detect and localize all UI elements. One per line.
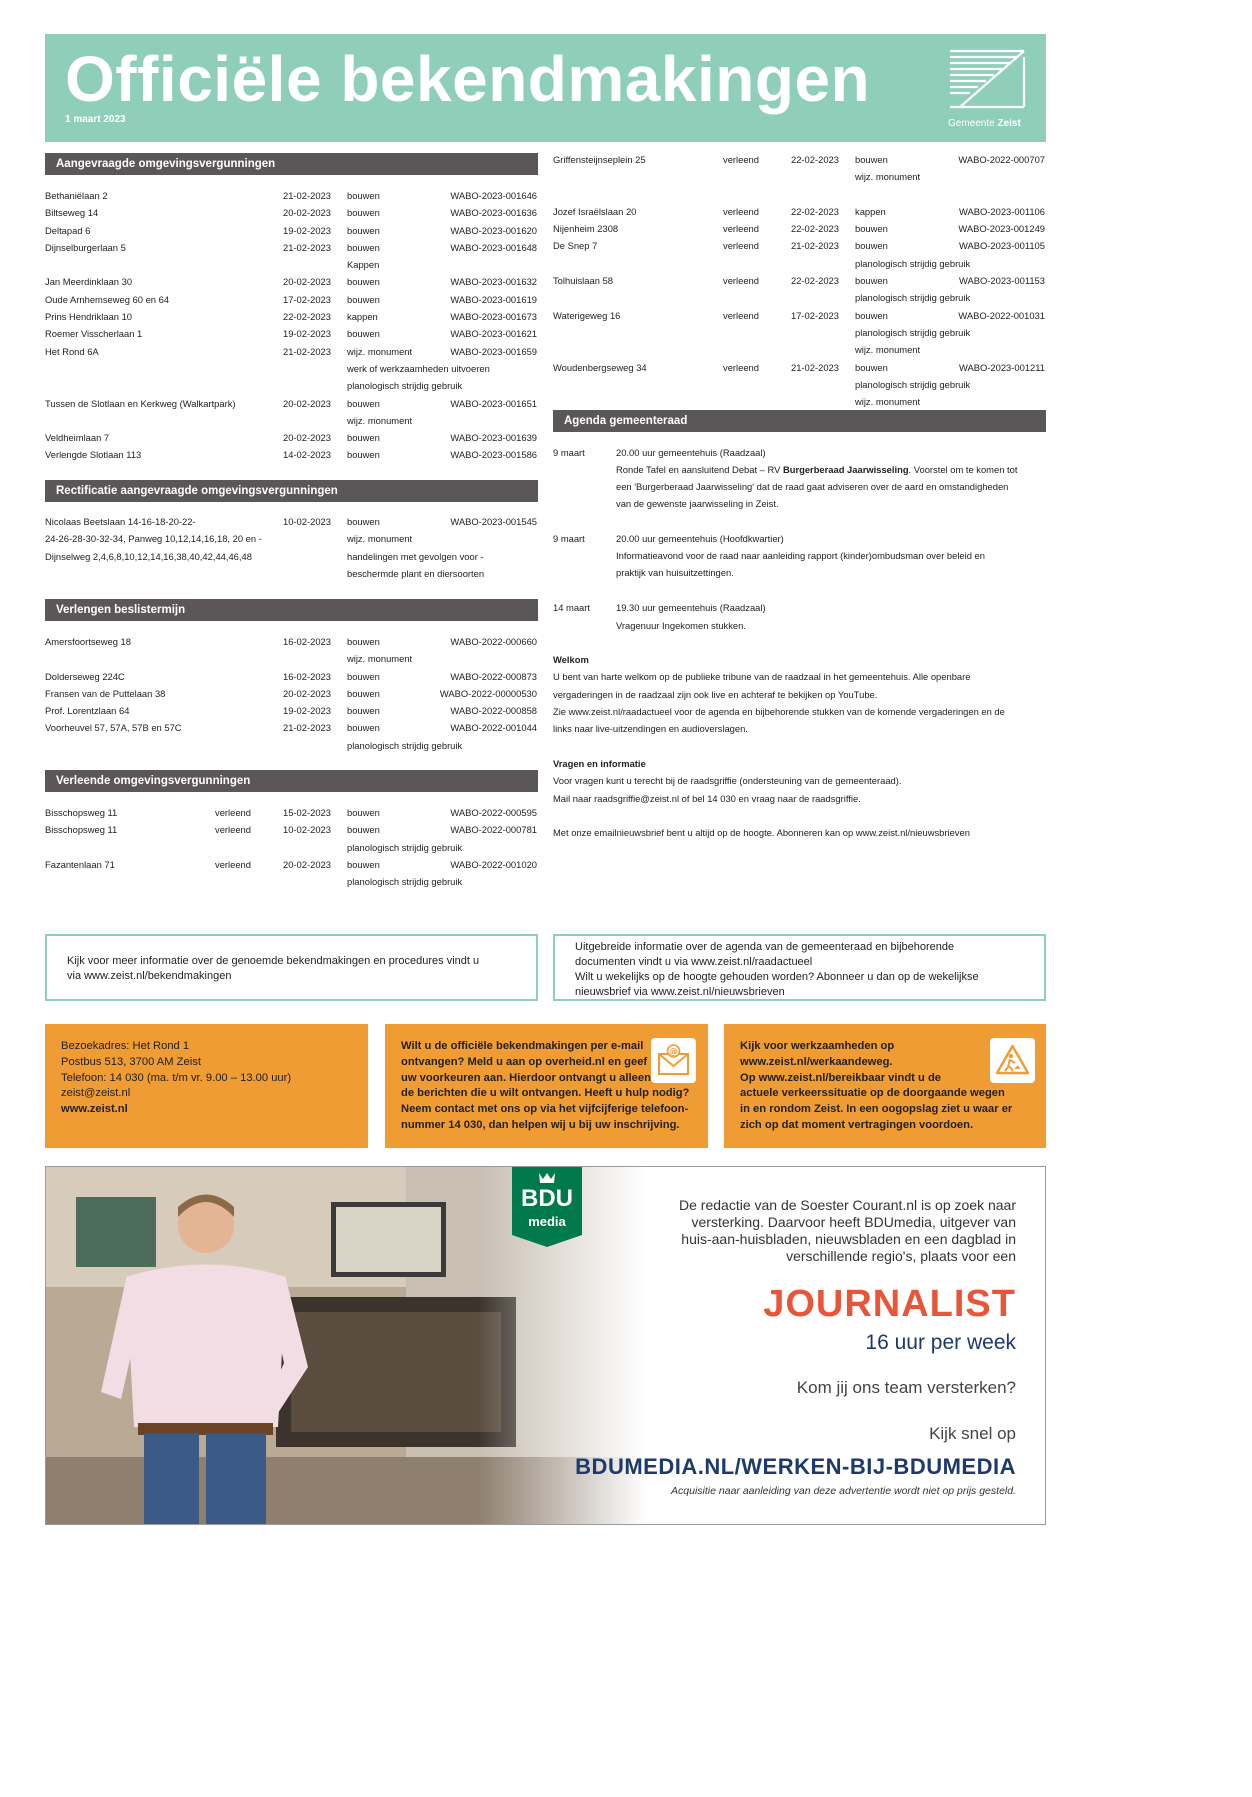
case-number-cell: WABO-2022-000873 [450,670,537,682]
welkom-text: U bent van harte welkom op de publieke tribune van de raadzaal in het gemeentehuis. Alle openbare [553,671,971,682]
activity-cell: handelingen met gevolgen voor - [347,550,484,562]
date-cell: 20-02-2023 [283,687,331,699]
contact-line: Bezoekadres: Het Rond 1 [61,1040,190,1052]
permit-row [45,291,538,308]
activity-cell: bouwen [347,670,380,682]
vragen-text: Mail naar raadsgriffie@zeist.nl of bel 14 030 en vraag naar de raadsgriffie. [553,793,861,804]
case-number-cell: WABO-2022-000595 [450,807,537,818]
case-number-cell: WABO-2023-001621 [450,328,537,340]
municipality-name: Gemeente Zeist [948,118,1021,129]
address-cell: De Snep 7 [553,240,598,252]
agenda-item-description: van de gewenste jaarwisseling in Zeist. [616,498,779,509]
section-heading-rectificatie: Rectificatie aangevraagde omgevingsvergunningen [45,480,538,502]
permit-row [553,220,1046,237]
case-number-cell: WABO-2023-001620 [450,224,537,236]
date-cell: 20-02-2023 [283,432,331,444]
verleend-list-continued [553,151,1046,410]
activity-cell: planologisch strijdig gebruik [347,876,463,888]
date-cell: 10-02-2023 [283,516,331,527]
date-cell: 19-02-2023 [283,328,331,340]
address-cell: Veldheimlaan 7 [45,432,110,444]
permit-row [45,377,538,394]
permit-row [45,256,538,273]
date-cell: 22-02-2023 [791,205,839,217]
ad-url-link[interactable]: BDUMEDIA.NL/WERKEN-BIJ-BDUMEDIA [575,1454,1016,1479]
permit-row [45,668,538,685]
case-number-cell: WABO-2023-001211 [959,361,1045,373]
activity-cell: bouwen [855,275,888,287]
permit-row [45,187,538,204]
case-number-cell: WABO-2023-001106 [959,205,1045,217]
agenda-item-date: 14 maart [553,602,590,613]
case-number-cell: WABO-2022-000781 [450,824,537,836]
address-cell: 24-26-28-30-32-34, Panweg 10,12,14,16,18, 20 en - [45,533,262,545]
address-cell: Fazantenlaan 71 [45,858,115,870]
activity-cell: bouwen [347,516,380,527]
case-number-cell: WABO-2023-001639 [450,432,537,444]
permit-row [45,429,538,446]
case-number-cell: WABO-2023-001105 [959,240,1045,252]
date-cell: 22-02-2023 [791,223,839,235]
permit-row [45,446,538,463]
activity-cell: bouwen [347,397,380,409]
address-cell: Tussen de Slotlaan en Kerkweg (Walkartpark) [45,397,236,409]
date-cell: 22-02-2023 [283,311,331,323]
activity-cell: bouwen [347,722,380,734]
activity-cell: bouwen [855,240,888,252]
ad-cta: Kijk snel op [929,1424,1016,1443]
permit-row [553,393,1046,410]
address-cell: Amersfoortseweg 18 [45,636,131,647]
agenda-item-description: Ronde Tafel en aansluitend Debat – RV Burgerberaad Jaarwisseling. Voorstel om te komen tot [616,464,1018,475]
verlengen-list [45,633,538,754]
permit-row [45,821,538,838]
permit-row [45,222,538,239]
permit-row [45,325,538,342]
status-cell: verleend [723,240,759,252]
permit-row [45,873,538,890]
case-number-cell: WABO-2022-001044 [450,722,537,734]
activity-cell: wijz. monument [855,171,921,183]
ad-job-title: JOURNALIST [763,1283,1016,1325]
case-number-cell: WABO-2022-000707 [958,154,1045,165]
permit-row [45,548,538,565]
agenda-item-description: Vragenuur Ingekomen stukken. [616,620,746,631]
date-cell: 16-02-2023 [283,636,331,647]
address-cell: Het Rond 6A [45,345,99,357]
address-cell: Jan Meerdinklaan 30 [45,276,133,288]
address-cell: Dijnselburgerlaan 5 [45,241,126,253]
permit-row [45,343,538,360]
permit-row [45,719,538,736]
address-cell: Roemer Visscherlaan 1 [45,328,143,340]
agenda-item-date: 9 maart [553,533,585,544]
status-cell: verleend [723,309,759,321]
case-number-cell: WABO-2023-001545 [450,516,537,527]
activity-cell: planologisch strijdig gebruik [855,378,971,390]
activity-cell: wijz. monument [347,653,413,665]
gemeente-zeist-logo-icon [948,48,1026,110]
permit-row [553,307,1046,324]
permit-row [553,376,1046,393]
status-cell: verleend [723,154,759,165]
activity-cell: bouwen [855,309,888,321]
permit-row [45,565,538,582]
section-heading-verleend: Verleende omgevingsvergunningen [45,770,538,792]
activity-cell: bouwen [347,449,380,461]
activity-cell: wijz. monument [855,396,921,408]
welkom-text: Zie www.zeist.nl/raadactueel voor de agenda en bijbehorende stukken van de komende vergaderingen en de [553,706,1005,717]
case-number-cell: WABO-2023-001249 [958,223,1045,235]
case-number-cell: WABO-2023-001651 [450,397,537,409]
date-cell: 21-02-2023 [283,345,331,357]
address-cell: Dolderseweg 224C [45,670,125,682]
address-cell: Fransen van de Puttelaan 38 [45,687,166,699]
permit-row [45,308,538,325]
address-cell: Prof. Lorentzlaan 64 [45,705,130,717]
permit-row [553,341,1046,358]
address-cell: Dijnselweg 2,4,6,8,10,12,14,16,38,40,42,44,46,48 [45,550,252,562]
date-cell: 19-02-2023 [283,224,331,236]
date-cell: 20-02-2023 [283,858,331,870]
case-number-cell: WABO-2022-000660 [450,636,537,647]
permit-row [553,359,1046,376]
ad-intro: De redactie van de Soester Courant.nl is op zoek naar versterking. Daarvoor heeft BDUmedia, uitgever van huis-aan-huisbladen, nieuwsbladen en een dagblad in verschillende regio's, plaats voor een [679,1197,1016,1264]
agenda-item-time: 20.00 uur gemeentehuis (Hoofdkwartier) [616,533,784,544]
roadworks-box: Kijk voor werkzaamheden op www.zeist.nl/werkaandeweg. Op www.zeist.nl/bereikbaar vindt u de actuele verkeerssituatie op de doorgaande wegen in en rondom Zeist. In een oogopslag ziet u waar er zich op dat moment vertragingen voordoen. [724,1024,1046,1148]
date-cell: 21-02-2023 [791,240,839,252]
permit-row [45,513,538,530]
activity-cell: planologisch strijdig gebruik [347,841,463,853]
agenda-item-date: 9 maart [553,447,585,458]
activity-cell: planologisch strijdig gebruik [347,380,463,392]
case-number-cell: WABO-2023-001648 [450,241,537,253]
permit-row [45,412,538,429]
contact-line: Postbus 513, 3700 AM Zeist [61,1055,201,1068]
permit-row [45,239,538,256]
permit-row [45,702,538,719]
address-cell: Bethaniëlaan 2 [45,190,108,201]
activity-cell: bouwen [855,154,888,165]
activity-cell: kappen [855,205,886,217]
status-cell: verleend [723,205,759,217]
agenda-item-time: 20.00 uur gemeentehuis (Raadzaal) [616,447,766,458]
contact-box [45,1024,368,1148]
date-cell: 20-02-2023 [283,276,331,288]
date-cell: 17-02-2023 [791,309,839,321]
agenda-item-description: een 'Burgerberaad Jaarwisseling' dat de raad gaat adviseren over de aard en omstandigheden [616,481,1009,492]
activity-cell: planologisch strijdig gebruik [855,292,971,304]
permit-row [45,204,538,221]
date-cell: 15-02-2023 [283,807,331,818]
activity-cell: wijz. monument [347,414,413,426]
header-banner [45,34,1046,142]
date-cell: 21-02-2023 [283,241,331,253]
case-number-cell: WABO-2023-001636 [450,207,537,219]
vragen-text: Voor vragen kunt u terecht bij de raadsgriffie (ondersteuning van de gemeenteraad). [553,775,902,786]
ad-disclaimer: Acquisitie naar aanleiding van deze advertentie wordt niet op prijs gesteld. [671,1485,1016,1497]
info-box-bekendmakingen: Kijk voor meer informatie over de genoemde bekendmakingen en procedures vindt u via www.zeist.nl/bekendmakingen [45,934,538,1001]
date-cell: 21-02-2023 [283,190,331,201]
address-cell: Oude Arnhemseweg 60 en 64 [45,293,170,305]
address-cell: Woudenbergseweg 34 [553,361,647,373]
address-cell: Verlengde Slotlaan 113 [45,449,142,461]
permit-row [553,168,1046,185]
rectificatie-list [45,513,538,582]
activity-cell: bouwen [347,807,380,818]
permit-row [553,255,1046,272]
svg-text:@: @ [669,1047,678,1058]
section-heading-agenda: Agenda gemeenteraad [553,410,1046,432]
permit-row [45,360,538,377]
activity-cell: bouwen [347,687,380,699]
case-number-cell: WABO-2022-00000530 [439,687,537,699]
activity-cell: bouwen [347,858,380,870]
contact-line: Telefoon: 14 030 (ma. t/m vr. 9.00 – 13.00 uur) [61,1071,292,1084]
case-number-cell: WABO-2022-000858 [450,705,537,717]
activity-cell: bouwen [347,241,380,253]
activity-cell: bouwen [347,328,380,340]
aangevraagd-list [45,187,538,464]
activity-cell: bouwen [855,223,888,235]
date-cell: 22-02-2023 [791,275,839,287]
case-number-cell: WABO-2022-001031 [958,309,1045,321]
activity-cell: werk of werkzaamheden uitvoeren [347,362,490,374]
section-heading-aangevraagd: Aangevraagde omgevingsvergunningen [45,153,538,175]
activity-cell: bouwen [855,361,888,373]
email-subscription-box: Wilt u de officiële bekendmakingen per e-mail ontvangen? Meld u aan op overheid.nl en geef uw voorkeuren aan. Hierdoor ontvangt u alleen de berichten die u wilt ontvangen. Heeft u hulp nodig? Neem contact met ons op via het vijfcijferige telefoon- nummer 14 030, dan helpen wij u bij uw inschrijving. @ [385,1024,708,1148]
permit-row [553,289,1046,306]
date-cell: 20-02-2023 [283,397,331,409]
activity-cell: bouwen [347,636,380,647]
date-cell: 16-02-2023 [283,670,331,682]
page-title: Officiële bekendmakingen [65,43,871,115]
activity-cell: beschermde plant en diersoorten [347,567,485,579]
activity-cell: bouwen [347,224,380,236]
activity-cell: bouwen [347,293,380,305]
permit-row [45,856,538,873]
date-cell: 21-02-2023 [283,722,331,734]
permit-row [45,650,538,667]
activity-cell: bouwen [347,207,380,219]
permit-row [553,186,1046,203]
activity-cell: wijz. monument [855,344,921,356]
date-cell: 17-02-2023 [283,293,331,305]
case-number-cell: WABO-2023-001646 [450,190,537,201]
permit-row [45,804,538,821]
activity-cell: bouwen [347,824,380,836]
activity-cell: planologisch strijdig gebruik [347,739,463,751]
vragen-heading: Vragen en informatie [553,758,646,769]
address-cell: Prins Hendriklaan 10 [45,311,133,323]
date-cell: 22-02-2023 [791,154,839,165]
activity-cell: planologisch strijdig gebruik [855,326,971,338]
ad-job-hours: 16 uur per week [865,1331,1016,1354]
case-number-cell: WABO-2023-001619 [450,293,537,305]
permit-row [45,530,538,547]
permit-row [553,272,1046,289]
roadwork-icon [990,1038,1035,1083]
ad-question: Kom jij ons team versterken? [796,1378,1016,1397]
status-cell: verleend [215,824,251,836]
agenda-item-time: 19.30 uur gemeentehuis (Raadzaal) [616,602,766,613]
verleend-list [45,804,538,890]
permit-row [553,151,1046,168]
date-cell: 14-02-2023 [283,449,331,461]
permit-row [45,737,538,754]
date-cell: 20-02-2023 [283,207,331,219]
bdumedia-advertisement [45,1166,1046,1525]
activity-cell: wijz. monument [347,345,413,357]
permit-row [45,633,538,650]
permit-row [553,237,1046,254]
contact-website: www.zeist.nl [61,1103,128,1116]
address-cell: Voorheuvel 57, 57A, 57B en 57C [45,722,182,734]
address-cell: Griffensteijnseplein 25 [553,154,646,165]
activity-cell: kappen [347,311,378,323]
activity-cell: bouwen [347,190,380,201]
address-cell: Waterigeweg 16 [553,309,621,321]
permit-row [553,203,1046,220]
address-cell: Bisschopsweg 11 [45,824,118,836]
contact-email: zeist@zeist.nl [61,1087,131,1100]
address-cell: Nicolaas Beetslaan 14-16-18-20-22- [45,516,196,527]
status-cell: verleend [723,223,759,235]
address-cell: Tolhuislaan 58 [553,275,613,287]
info-box-raad: Uitgebreide informatie over de agenda van de gemeenteraad en bijbehorende documenten vindt u via www.zeist.nl/raadactueel Wilt u wekelijks op de hoogte gehouden worden? Abonneer u dan op de wekelijkse nieuwsbrief via www.zeist.nl/nieuwsbrieven [553,934,1046,1001]
bdu-logo-subtext: media [528,1214,566,1229]
address-cell: Biltseweg 14 [45,207,99,219]
section-heading-verlengen: Verlengen beslistermijn [45,599,538,621]
welkom-text: links naar live-uitzendingen en audioverslagen. [553,723,748,734]
activity-cell: Kappen [347,259,380,271]
case-number-cell: WABO-2023-001659 [450,345,537,357]
newsletter-text: Met onze emailnieuwsbrief bent u altijd op de hoogte. Abonneren kan op www.zeist.nl/nieuwsbrieven [553,827,970,838]
permit-row [553,324,1046,341]
activity-cell: bouwen [347,432,380,444]
welkom-text: vergaderingen in de raadzaal zijn ook live en achteraf te bekijken op YouTube. [553,689,878,700]
address-cell: Jozef Israëlslaan 20 [553,205,637,217]
case-number-cell: WABO-2023-001586 [450,449,537,461]
issue-date: 1 maart 2023 [65,114,126,125]
agenda-item-description: praktijk van huisuitzettingen. [616,567,734,578]
email-icon [651,1038,696,1083]
permit-row [45,273,538,290]
status-cell: verleend [723,275,759,287]
activity-cell: wijz. monument [347,533,413,545]
bdu-logo-text: BDU [521,1185,573,1212]
address-cell: Deltapad 6 [45,224,91,236]
date-cell: 19-02-2023 [283,705,331,717]
status-cell: verleend [215,858,251,870]
date-cell: 10-02-2023 [283,824,331,836]
activity-cell: bouwen [347,276,380,288]
case-number-cell: WABO-2022-001020 [450,858,537,870]
date-cell: 21-02-2023 [791,361,839,373]
status-cell: verleend [215,807,251,818]
status-cell: verleend [723,361,759,373]
permit-row [45,395,538,412]
address-cell: Nijenheim 2308 [553,223,619,235]
activity-cell: bouwen [347,705,380,717]
agenda-item-description: Informatieavond voor de raad naar aanleiding rapport (kinder)ombudsman over beleid en [616,550,985,561]
case-number-cell: WABO-2023-001673 [450,311,537,323]
activity-cell: planologisch strijdig gebruik [855,257,971,269]
permit-row [45,685,538,702]
welkom-heading: Welkom [553,654,589,665]
permit-row [45,839,538,856]
address-cell: Bisschopsweg 11 [45,807,118,818]
case-number-cell: WABO-2023-001153 [959,275,1045,287]
case-number-cell: WABO-2023-001632 [450,276,537,288]
